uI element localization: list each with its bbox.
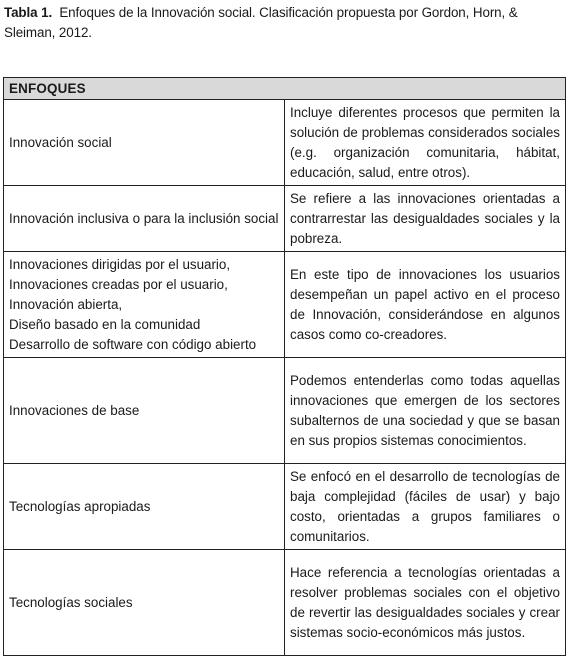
table-row <box>4 252 566 358</box>
approaches-table <box>3 77 566 656</box>
approach-line: Diseño basado en la comunidad <box>9 316 201 332</box>
approach-cell: Innovación inclusiva o para la inclusión social <box>4 186 285 252</box>
description-cell: Incluye diferentes procesos que permiten la solución de problemas considerados sociales (e.g. organización comunitaria, hábitat, educación, salud, entre otros). <box>285 100 566 186</box>
approach-line: Innovación social <box>9 134 112 150</box>
table-row <box>4 100 566 186</box>
approach-cell <box>4 100 285 186</box>
approach-cell <box>4 252 285 358</box>
approach-line: Innovación abierta, <box>9 296 123 312</box>
description-cell: Podemos entenderlas como todas aquellas innovaciones que emergen de los sectores subalternos de una sociedad y que se basan en sus propios sistemas conocimientos. <box>285 358 566 464</box>
table-row <box>4 464 566 550</box>
approach-line: Tecnologías apropiadas <box>9 498 151 514</box>
approach-line: Desarrollo de software con código abierto <box>9 336 257 352</box>
table-row <box>4 550 566 656</box>
approach-line: Innovaciones dirigidas por el usuario, <box>9 256 231 272</box>
approach-line: Innovaciones de base <box>9 402 140 418</box>
approach-cell <box>4 464 285 550</box>
description-cell: Se refiere a las innovaciones orientadas a contrarrestar las desigualdades sociales y la pobreza. <box>285 186 566 252</box>
caption-text: Enfoques de la Innovación social. Clasificación propuesta por Gordon, Horn, & Sleiman, 2012. <box>4 5 518 40</box>
approach-cell <box>4 550 285 656</box>
approach-cell <box>4 358 285 464</box>
description-cell: En este tipo de innovaciones los usuarios desempeñan un papel activo en el proceso de Innovación, considerándose en algunos casos como co-creadores. <box>285 252 566 358</box>
table-row <box>4 186 566 252</box>
description-cell: Hace referencia a tecnologías orientadas a resolver problemas sociales con el objetivo de revertir las desigualdades sociales y crear sistemas socio-económicos más justos. <box>285 550 566 656</box>
approach-line: Innovaciones creadas por el usuario, <box>9 276 228 292</box>
caption-label: Tabla 1. <box>4 5 53 20</box>
table-header: ENFOQUES <box>4 78 566 100</box>
description-cell: Se enfocó en el desarrollo de tecnologías de baja complejidad (fáciles de usar) y bajo costo, orientadas a grupos familiares o comunitarios. <box>285 464 566 550</box>
approach-line: Tecnologías sociales <box>9 594 133 610</box>
table-caption <box>4 3 564 43</box>
table-header-row <box>4 78 566 100</box>
table-row <box>4 358 566 464</box>
